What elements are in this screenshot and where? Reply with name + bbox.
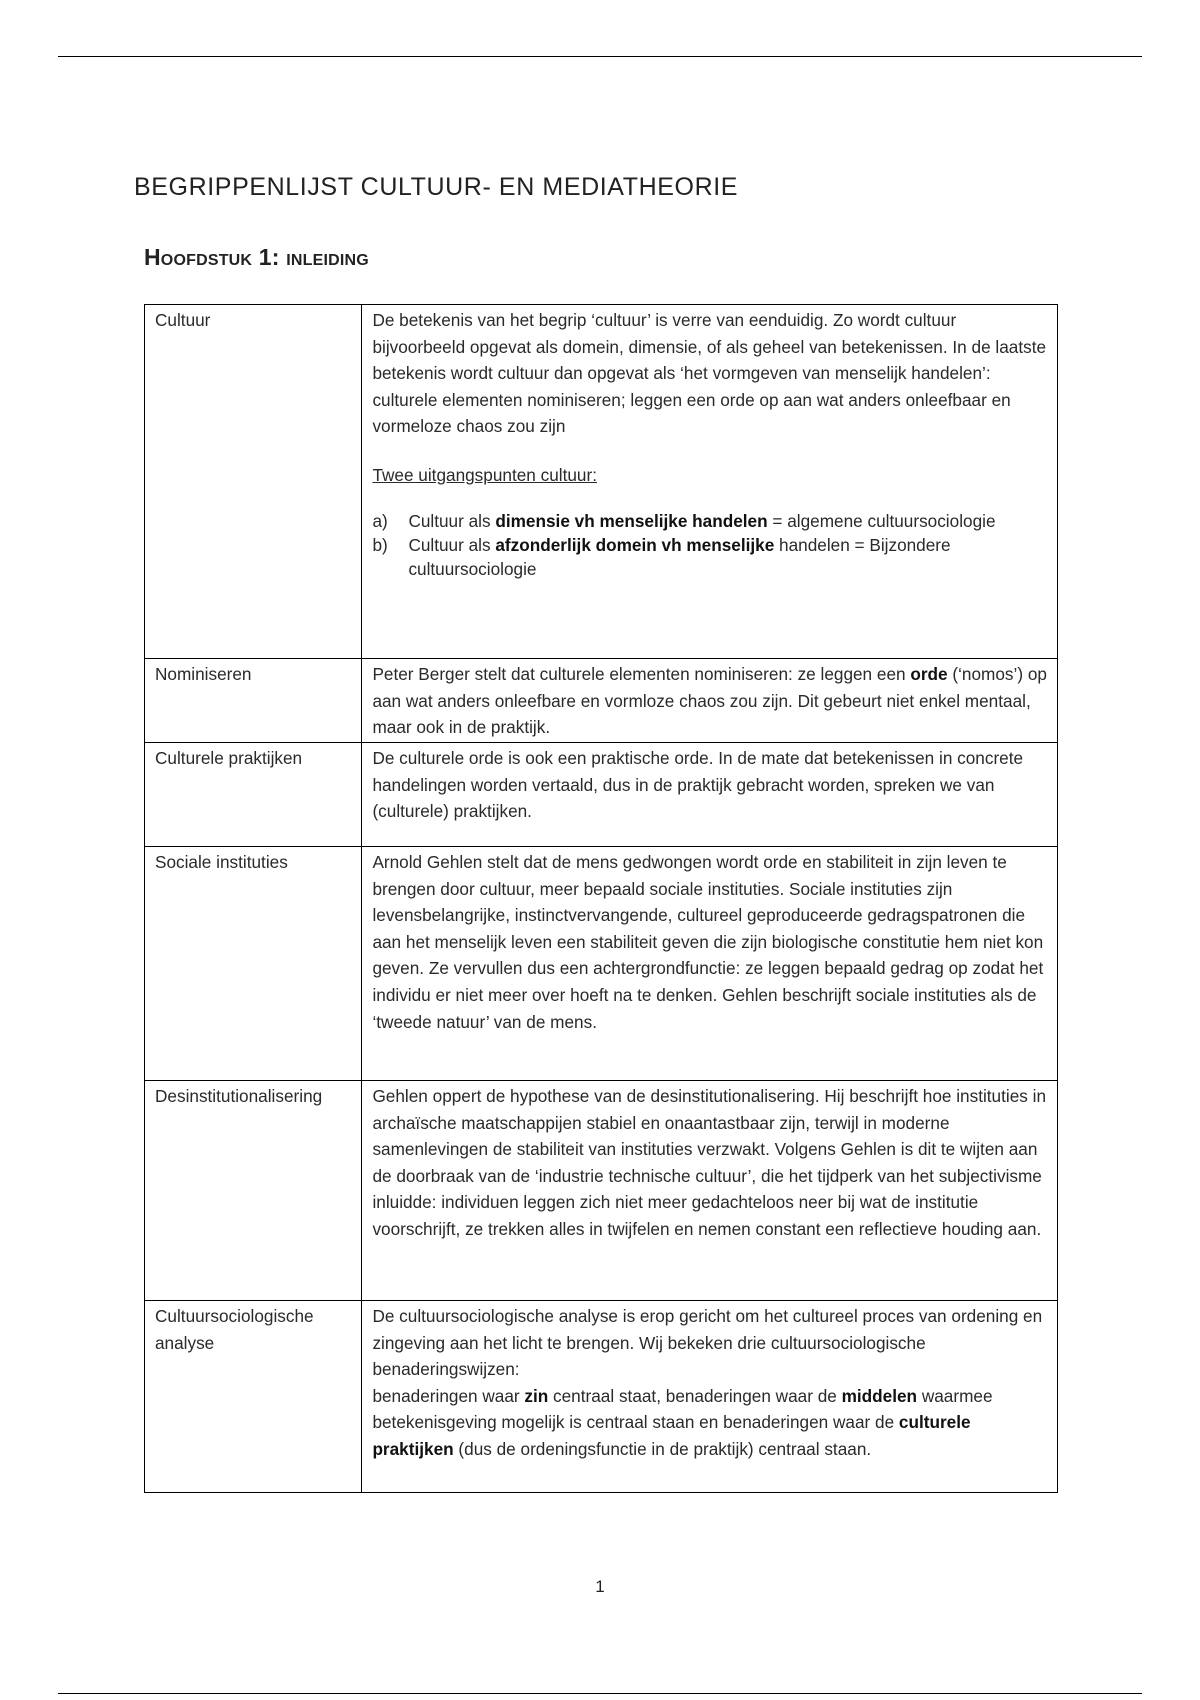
emphasis: orde — [910, 664, 948, 684]
definition-text: De betekenis van het begrip ‘cultuur’ is verre van eenduidig. Zo wordt cultuur bijvoorbeeld opgevat als domein, dimensie, of als geheel van betekenissen. In de laatste betekenis wordt cultuur dan opgevat als ‘het vormgeven van menselijk handelen’: culturele elementen nominiseren; leggen een orde op aan wat anders onleefbaar en vormeloze chaos zou zijn — [372, 310, 1047, 437]
definition-list — [372, 509, 1047, 581]
emphasis: culturele praktijken — [372, 1412, 971, 1459]
term-cell — [145, 847, 362, 1081]
table-row — [145, 847, 1058, 1081]
page-number: 1 — [595, 1577, 605, 1596]
term-label: Culturele praktijken — [155, 748, 303, 768]
term-cell — [145, 743, 362, 847]
term-label: Nominiseren — [155, 664, 252, 684]
document-title: BEGRIPPENLIJST CULTUUR- EN MEDIATHEORIE — [134, 173, 739, 201]
term-cell — [145, 659, 362, 743]
list-item: a) Cultuur als dimensie vh menselijke handelen = algemene cultuursociologie — [372, 510, 996, 531]
list-marker: b) — [372, 534, 388, 555]
definition-text: De cultuursociologische analyse is erop gericht om het cultureel proces van ordening en zingeving aan het licht te brengen. Wij bekeken drie cultuursociologische benaderingswijzen: benaderingen waar zin centraal staat, benaderingen waar de middelen waarmee betekenisgeving mogelijk is centraal staan en benaderingen waar de culturele praktijken (dus de ordeningsfunctie in de praktijk) centraal staan. — [372, 1306, 1043, 1459]
term-cell — [145, 1081, 362, 1301]
definition-cell — [362, 1301, 1058, 1493]
term-label: Cultuur — [155, 310, 211, 330]
term-label: Desinstitutionalisering — [155, 1086, 323, 1106]
emphasis: middelen — [841, 1385, 918, 1406]
term-label: Cultuursociologische analyse — [155, 1306, 314, 1353]
emphasis: afzonderlijk domein vh menselijke — [495, 534, 775, 555]
definition-text: Peter Berger stelt dat culturele elementen nominiseren: ze leggen een orde (‘nomos’) op aan wat anders onleefbare en vormloze chaos zou zijn. Dit gebeurt niet enkel mentaal, maar ook in de praktijk. — [372, 664, 1047, 738]
table-row — [145, 1301, 1058, 1493]
footer-rule — [58, 1693, 1142, 1694]
definition-text: De culturele orde is ook een praktische orde. In de mate dat betekenissen in concrete handelingen worden vertaald, dus in de praktijk gebracht worden, spreken we van (culturele) praktijken. — [372, 748, 1024, 822]
term-cell — [145, 305, 362, 659]
table-row — [145, 659, 1058, 743]
emphasis: dimensie vh menselijke handelen — [495, 510, 768, 531]
table-row — [145, 1081, 1058, 1301]
definition-cell — [362, 743, 1058, 847]
list-item: b) Cultuur als afzonderlijk domein vh menselijke handelen = Bijzondere cultuursociologie — [372, 534, 951, 579]
header-rule — [58, 56, 1142, 57]
chapter-heading: Hoofdstuk 1: inleiding — [144, 244, 369, 270]
table-row — [145, 743, 1058, 847]
definition-cell — [362, 1081, 1058, 1301]
term-label: Sociale instituties — [155, 852, 288, 872]
table-row — [145, 305, 1058, 659]
term-cell — [145, 1301, 362, 1493]
definition-text: Arnold Gehlen stelt dat de mens gedwongen wordt orde en stabiliteit in zijn leven te brengen door cultuur, meer bepaald sociale instituties. Sociale instituties zijn levensbelangrijke, instinctvervangende, cultureel geproduceerde gedragspatronen die aan het menselijk leven een stabiliteit geven die zijn biologische constitutie hem niet kon geven. Ze vervullen dus een achtergrondfunctie: ze leggen bepaald gedrag op zodat het individu er niet meer over hoeft na te denken. Gehlen beschrijft sociale instituties als de ‘tweede natuur’ van de mens. — [372, 852, 1044, 1032]
list-marker: a) — [372, 510, 388, 531]
definition-text: Gehlen oppert de hypothese van de desinstitutionalisering. Hij beschrijft hoe instituties in archaïsche maatschappijen stabiel en onaantastbaar zijn, terwijl in moderne samenlevingen de stabiliteit van instituties verzwakt. Volgens Gehlen is dit te wijten aan de doorbraak van de ‘industrie technische cultuur’, die het tijdperk van het subjectivisme inluidde: individuen leggen zich niet meer gedachteloos neer bij wat de institutie voorschrijft, ze trekken alles in twijfelen en nemen constant een reflectieve houding aan. — [372, 1086, 1047, 1239]
definition-cell — [362, 847, 1058, 1081]
definition-cell — [362, 659, 1058, 743]
subheading: Twee uitgangspunten cultuur: — [372, 464, 597, 485]
emphasis: zin — [524, 1385, 549, 1406]
terms-table — [144, 304, 1058, 1493]
definition-cell — [362, 305, 1058, 659]
